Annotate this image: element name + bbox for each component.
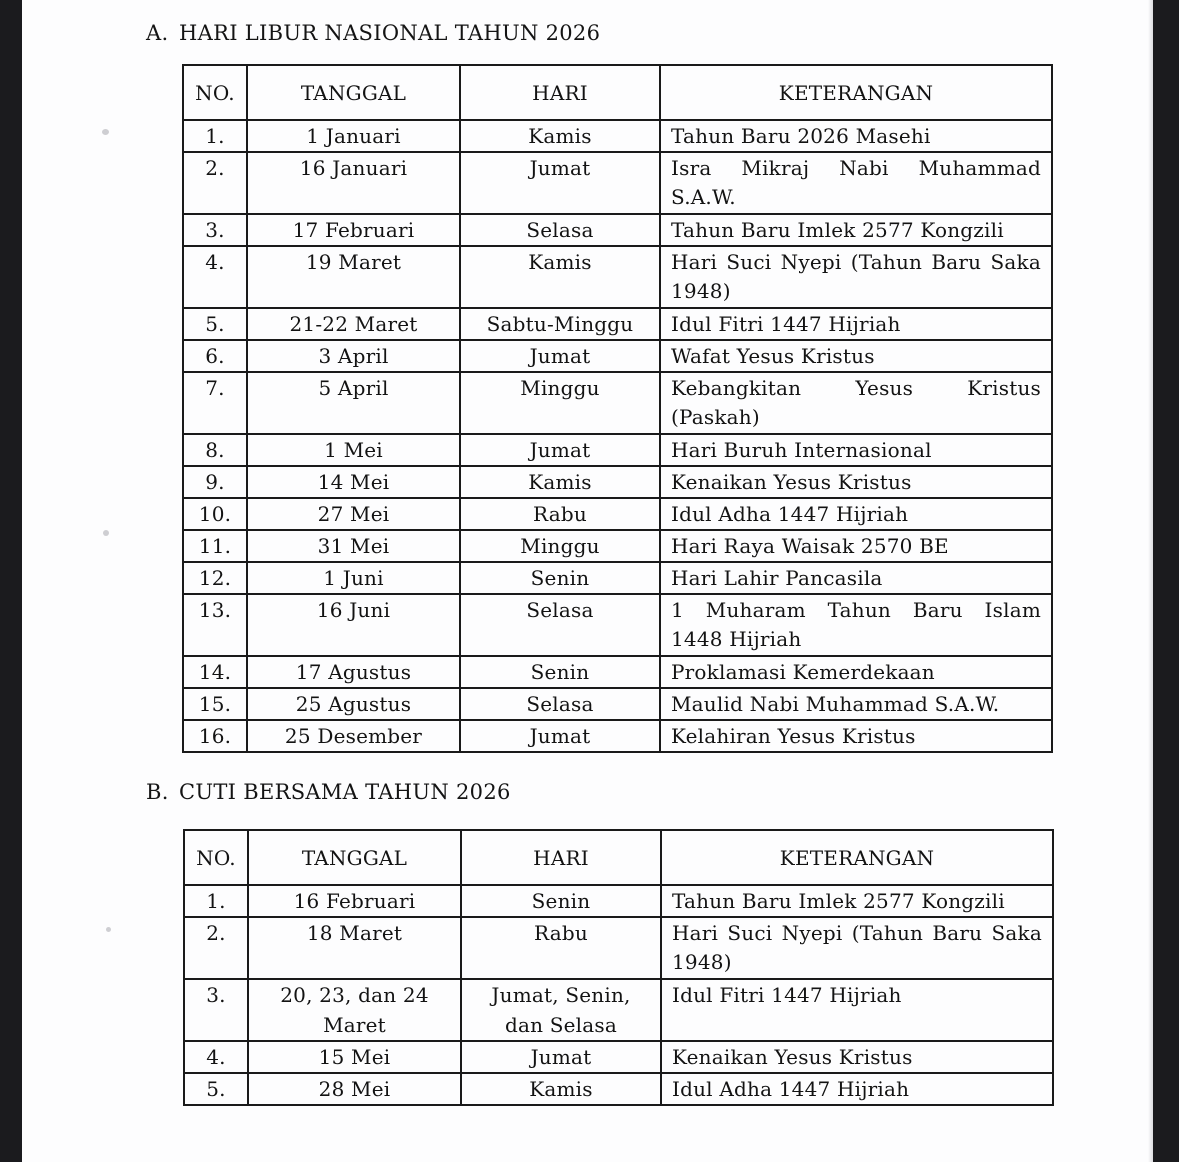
cell-tanggal: [247, 466, 460, 498]
cell-text-line: Kelahiran Yesus Kristus: [671, 724, 916, 748]
cell-no: [183, 720, 247, 752]
cell-text-line: Senin: [531, 889, 591, 913]
header-tanggal: TANGGAL: [248, 830, 461, 885]
cell-text-line: 1 Muharam Tahun Baru Islam: [671, 598, 1041, 622]
header-hari: HARI: [461, 830, 661, 885]
table-body: [184, 885, 1053, 1105]
cell-text-line: Tahun Baru Imlek 2577 Kongzili: [671, 218, 1004, 242]
cell-hari: [460, 720, 660, 752]
cell-hari: [460, 562, 660, 594]
cell-keterangan: [660, 246, 1052, 308]
cell-no: [183, 152, 247, 214]
cell-text-line: Sabtu-Minggu: [486, 312, 634, 336]
table-row: [183, 466, 1052, 498]
cell-text-line: 1.: [206, 889, 226, 913]
cell-text-line: Jumat: [529, 438, 591, 462]
cell-text-line: Jumat: [529, 156, 591, 180]
table-row: [184, 1073, 1053, 1105]
cell-text-line: 3.: [205, 218, 225, 242]
cell-text-line: 1948): [671, 279, 731, 303]
header-tanggal: TANGGAL: [247, 65, 460, 120]
table-row: [183, 246, 1052, 308]
header-no: NO.: [183, 65, 247, 120]
cell-text-line: Hari Suci Nyepi (Tahun Baru Saka: [672, 921, 1042, 945]
cell-text-line: Selasa: [526, 692, 594, 716]
cell-tanggal: [248, 917, 461, 979]
cell-text-line: Senin: [530, 566, 590, 590]
cell-text-line: Kenaikan Yesus Kristus: [671, 470, 912, 494]
table-row: [183, 152, 1052, 214]
table-row: [184, 1041, 1053, 1073]
cell-text-line: 8.: [205, 438, 225, 462]
cell-text-line: 16 Februari: [293, 889, 416, 913]
scan-speck: [106, 927, 111, 932]
cell-no: [183, 594, 247, 656]
cell-hari: [460, 214, 660, 246]
cell-keterangan: [660, 594, 1052, 656]
viewer-left-bar: [0, 0, 22, 1162]
cell-tanggal: [247, 656, 460, 688]
cell-text-line: Idul Adha 1447 Hijriah: [672, 1077, 910, 1101]
cell-tanggal: [247, 720, 460, 752]
table-row: [183, 720, 1052, 752]
cell-tanggal: [247, 246, 460, 308]
cell-keterangan: [660, 688, 1052, 720]
cell-text-line: 31 Mei: [317, 534, 390, 558]
cell-hari: [460, 246, 660, 308]
cell-hari: [460, 152, 660, 214]
cell-text-line: Jumat, Senin,: [491, 983, 631, 1007]
cell-hari: [460, 530, 660, 562]
cell-no: [183, 530, 247, 562]
cell-text-line: 15.: [198, 692, 232, 716]
cell-text-line: Idul Fitri 1447 Hijriah: [671, 312, 901, 336]
cell-text-line: 19 Maret: [305, 250, 402, 274]
cell-text-line: 2.: [205, 156, 225, 180]
cell-tanggal: [247, 498, 460, 530]
table-row: [183, 434, 1052, 466]
table-row: [183, 120, 1052, 152]
cell-text-line: 17 Februari: [292, 218, 415, 242]
cell-no: [183, 498, 247, 530]
cell-text-line: 1.: [205, 124, 225, 148]
cell-text-line: Senin: [530, 660, 590, 684]
cell-no: [183, 466, 247, 498]
cell-text-line: S.A.W.: [671, 185, 736, 209]
cell-text-line: Jumat: [529, 344, 591, 368]
cell-tanggal: [247, 562, 460, 594]
cell-keterangan: [660, 498, 1052, 530]
cell-text-line: Kamis: [529, 1077, 593, 1101]
cell-text-line: 25 Desember: [284, 724, 423, 748]
cell-text-line: Kebangkitan Yesus Kristus: [671, 376, 1041, 400]
table-header-row: [184, 830, 1053, 885]
cell-tanggal: [247, 434, 460, 466]
cell-text-line: 14 Mei: [317, 470, 390, 494]
cell-no: [183, 372, 247, 434]
cell-text-line: Maret: [323, 1013, 386, 1037]
scan-speck: [102, 129, 109, 135]
cell-text-line: Tahun Baru Imlek 2577 Kongzili: [672, 889, 1005, 913]
cell-text-line: Tahun Baru 2026 Masehi: [671, 124, 931, 148]
cell-text-line: 2.: [206, 921, 226, 945]
cell-keterangan: [661, 885, 1053, 917]
cell-keterangan: [660, 372, 1052, 434]
cell-keterangan: [661, 917, 1053, 979]
cell-tanggal: [248, 979, 461, 1041]
cell-no: [183, 308, 247, 340]
cell-text-line: 1448 Hijriah: [671, 627, 802, 651]
cell-text-line: 12.: [198, 566, 232, 590]
cell-text-line: 5.: [205, 312, 225, 336]
cell-text-line: 1948): [672, 950, 732, 974]
cell-text-line: Idul Adha 1447 Hijriah: [671, 502, 909, 526]
cell-hari: [460, 434, 660, 466]
table-row: [183, 372, 1052, 434]
cell-text-line: Jumat: [530, 1045, 592, 1069]
page-edge-shadow: [1148, 0, 1153, 1162]
cell-tanggal: [247, 120, 460, 152]
cell-text-line: Proklamasi Kemerdekaan: [671, 660, 935, 684]
cell-text-line: Selasa: [526, 218, 594, 242]
cell-keterangan: [660, 120, 1052, 152]
cell-keterangan: [660, 466, 1052, 498]
table-body: [183, 120, 1052, 752]
cell-text-line: Hari Suci Nyepi (Tahun Baru Saka: [671, 250, 1041, 274]
cell-text-line: 7.: [205, 376, 225, 400]
national-holidays-table: [182, 64, 1053, 753]
cell-text-line: Hari Buruh Internasional: [671, 438, 932, 462]
table-row: [183, 688, 1052, 720]
cell-text-line: 10.: [198, 502, 232, 526]
cell-keterangan: [660, 308, 1052, 340]
cell-text-line: 4.: [206, 1045, 226, 1069]
cell-text-line: Hari Raya Waisak 2570 BE: [671, 534, 949, 558]
cell-hari: [461, 885, 661, 917]
cell-hari: [461, 979, 661, 1041]
cell-tanggal: [247, 152, 460, 214]
cell-hari: [461, 1073, 661, 1105]
cell-text-line: Kamis: [528, 124, 592, 148]
cell-no: [184, 917, 248, 979]
cell-tanggal: [247, 308, 460, 340]
table-row: [183, 308, 1052, 340]
cell-text-line: 1 Mei: [324, 438, 383, 462]
cell-text-line: 9.: [205, 470, 225, 494]
cell-tanggal: [248, 885, 461, 917]
cell-text-line: Wafat Yesus Kristus: [671, 344, 875, 368]
cell-text-line: Idul Fitri 1447 Hijriah: [672, 983, 902, 1007]
cell-no: [184, 1073, 248, 1105]
cell-text-line: 3.: [206, 983, 226, 1007]
section-b-label: B.: [146, 780, 169, 804]
cell-hari: [460, 498, 660, 530]
cell-hari: [460, 466, 660, 498]
cell-tanggal: [247, 530, 460, 562]
cell-keterangan: [661, 1041, 1053, 1073]
cell-no: [183, 562, 247, 594]
joint-leave-table: [183, 829, 1054, 1106]
cell-text-line: 3 April: [318, 344, 389, 368]
cell-hari: [460, 594, 660, 656]
table-row: [183, 562, 1052, 594]
cell-tanggal: [247, 594, 460, 656]
cell-no: [183, 434, 247, 466]
cell-text-line: 5 April: [318, 376, 389, 400]
header-no: NO.: [184, 830, 248, 885]
cell-text-line: 16 Januari: [299, 156, 408, 180]
cell-no: [184, 1041, 248, 1073]
cell-text-line: 20, 23, dan 24: [280, 983, 429, 1007]
cell-text-line: 17 Agustus: [295, 660, 412, 684]
cell-hari: [461, 1041, 661, 1073]
cell-keterangan: [660, 656, 1052, 688]
cell-tanggal: [248, 1041, 461, 1073]
cell-text-line: Rabu: [533, 502, 587, 526]
cell-no: [183, 340, 247, 372]
cell-hari: [460, 340, 660, 372]
cell-no: [183, 656, 247, 688]
cell-keterangan: [660, 562, 1052, 594]
cell-text-line: 13.: [198, 598, 232, 622]
cell-text-line: 11.: [198, 534, 232, 558]
cell-text-line: 25 Agustus: [295, 692, 412, 716]
cell-text-line: Hari Lahir Pancasila: [671, 566, 883, 590]
table-row: [183, 530, 1052, 562]
header-keterangan: KETERANGAN: [661, 830, 1053, 885]
cell-no: [183, 688, 247, 720]
table-row: [183, 498, 1052, 530]
section-a-title: HARI LIBUR NASIONAL TAHUN 2026: [179, 21, 601, 45]
cell-text-line: Kenaikan Yesus Kristus: [672, 1045, 913, 1069]
table-row: [183, 656, 1052, 688]
cell-text-line: 27 Mei: [317, 502, 390, 526]
cell-text-line: Minggu: [520, 376, 600, 400]
header-keterangan: KETERANGAN: [660, 65, 1052, 120]
cell-keterangan: [660, 720, 1052, 752]
header-hari: HARI: [460, 65, 660, 120]
cell-text-line: 18 Maret: [306, 921, 403, 945]
cell-hari: [460, 688, 660, 720]
cell-hari: [460, 308, 660, 340]
cell-text-line: 16 Juni: [316, 598, 391, 622]
cell-text-line: Selasa: [526, 598, 594, 622]
cell-hari: [461, 917, 661, 979]
section-a-heading: [146, 21, 600, 45]
cell-text-line: Isra Mikraj Nabi Muhammad: [671, 156, 1041, 180]
table-row: [183, 214, 1052, 246]
cell-text-line: (Paskah): [671, 405, 760, 429]
cell-keterangan: [661, 1073, 1053, 1105]
table-row: [183, 594, 1052, 656]
table-header-row: [183, 65, 1052, 120]
cell-text-line: Kamis: [528, 250, 592, 274]
cell-text-line: Rabu: [534, 921, 588, 945]
cell-text-line: 14.: [198, 660, 232, 684]
cell-no: [183, 120, 247, 152]
table-row: [184, 917, 1053, 979]
cell-text-line: 21-22 Maret: [289, 312, 418, 336]
cell-text-line: 6.: [205, 344, 225, 368]
cell-text-line: Kamis: [528, 470, 592, 494]
cell-text-line: 1 Juni: [323, 566, 384, 590]
table-row: [183, 340, 1052, 372]
cell-text-line: Minggu: [520, 534, 600, 558]
viewer-right-bar: [1153, 0, 1179, 1162]
cell-text-line: 16.: [198, 724, 232, 748]
cell-keterangan: [660, 152, 1052, 214]
scan-speck: [103, 530, 109, 536]
cell-text-line: 5.: [206, 1077, 226, 1101]
cell-keterangan: [661, 979, 1053, 1041]
cell-keterangan: [660, 340, 1052, 372]
cell-keterangan: [660, 214, 1052, 246]
cell-hari: [460, 372, 660, 434]
cell-no: [184, 979, 248, 1041]
section-a-label: A.: [146, 21, 169, 45]
cell-tanggal: [247, 372, 460, 434]
table-row: [184, 885, 1053, 917]
cell-keterangan: [660, 530, 1052, 562]
cell-text-line: dan Selasa: [504, 1013, 617, 1037]
cell-hari: [460, 120, 660, 152]
cell-keterangan: [660, 434, 1052, 466]
table-row: [184, 979, 1053, 1041]
cell-text-line: 15 Mei: [318, 1045, 391, 1069]
cell-text-line: 4.: [205, 250, 225, 274]
cell-hari: [460, 656, 660, 688]
cell-text-line: Maulid Nabi Muhammad S.A.W.: [671, 692, 1000, 716]
section-b-title: CUTI BERSAMA TAHUN 2026: [179, 780, 511, 804]
cell-no: [184, 885, 248, 917]
cell-tanggal: [247, 688, 460, 720]
cell-tanggal: [248, 1073, 461, 1105]
cell-tanggal: [247, 214, 460, 246]
cell-tanggal: [247, 340, 460, 372]
cell-text-line: 1 Januari: [306, 124, 401, 148]
cell-text-line: 28 Mei: [318, 1077, 391, 1101]
cell-no: [183, 246, 247, 308]
cell-no: [183, 214, 247, 246]
cell-text-line: Jumat: [529, 724, 591, 748]
section-b-heading: [146, 780, 511, 804]
